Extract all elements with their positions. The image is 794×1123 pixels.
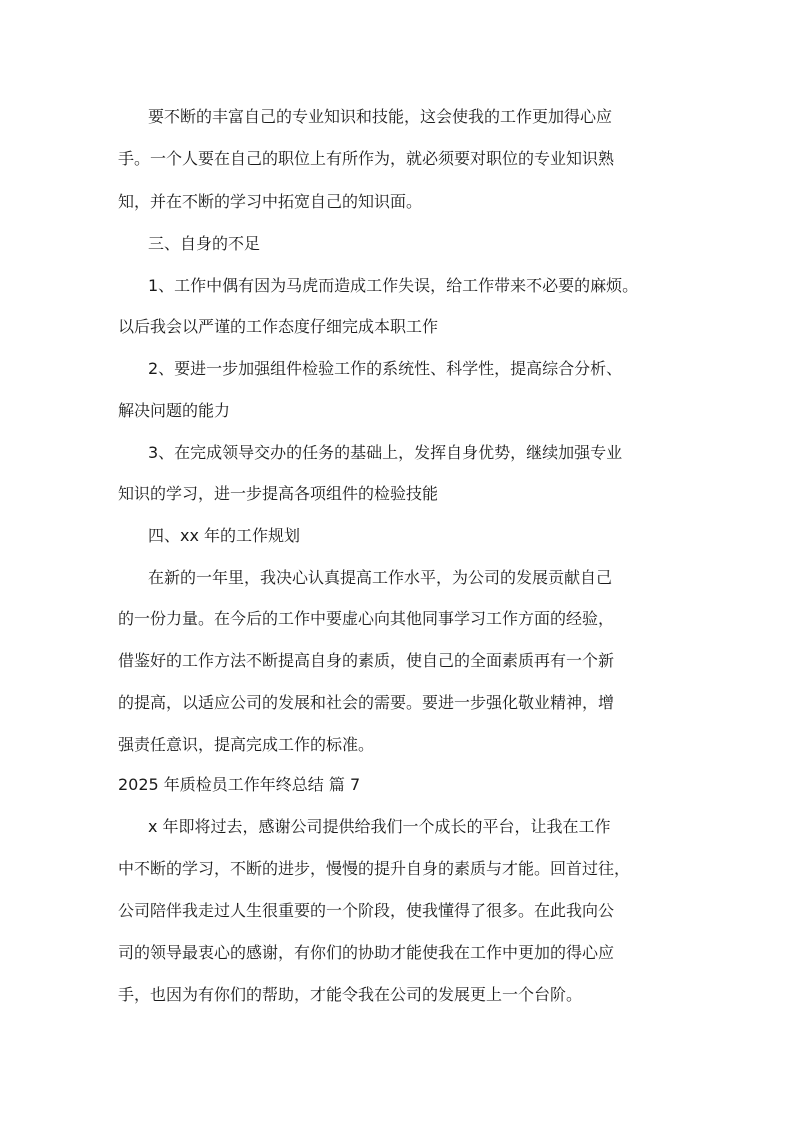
paragraph-line: 的一份力量。在今后的工作中要虚心向其他同事学习工作方面的经验， — [118, 609, 615, 628]
paragraph-line: 的提高，以适应公司的发展和社会的需要。要进一步强化敬业精神，增 — [118, 693, 615, 712]
section-heading: 三、自身的不足 — [148, 234, 261, 253]
article-title: 2025 年质检员工作年终总结 篇 7 — [118, 775, 361, 794]
paragraph-line: x 年即将过去，感谢公司提供给我们一个成长的平台，让我在工作 — [148, 817, 611, 836]
section-heading: 四、xx 年的工作规划 — [148, 526, 301, 545]
list-item-line: 解决问题的能力 — [118, 401, 231, 420]
list-item-line: 1、工作中偶有因为马虎而造成工作失误，给工作带来不必要的麻烦。 — [148, 276, 639, 295]
list-item-line: 以后我会以严谨的工作态度仔细完成本职工作 — [118, 317, 439, 336]
paragraph-line: 手，也因为有你们的帮助，才能令我在公司的发展更上一个台阶。 — [118, 985, 583, 1004]
paragraph-line: 知，并在不断的学习中拓宽自己的知识面。 — [118, 192, 423, 211]
paragraph-line: 司的领导最衷心的感谢，有你们的协助才能使我在工作中更加的得心应 — [118, 943, 615, 962]
paragraph-line: 公司陪伴我走过人生很重要的一个阶段，使我懂得了很多。在此我向公 — [118, 901, 615, 920]
paragraph-line: 强责任意识，提高完成工作的标准。 — [118, 735, 375, 754]
paragraph-line: 手。一个人要在自己的职位上有所作为，就必须要对职位的专业知识熟 — [118, 149, 615, 168]
paragraph-line: 在新的一年里，我决心认真提高工作水平，为公司的发展贡献自己 — [148, 568, 613, 587]
list-item-line: 3、在完成领导交办的任务的基础上，发挥自身优势，继续加强专业 — [148, 443, 623, 462]
paragraph-line: 借鉴好的工作方法不断提高自身的素质，使自己的全面素质再有一个新 — [118, 651, 615, 670]
paragraph-line: 要不断的丰富自己的专业知识和技能，这会使我的工作更加得心应 — [148, 107, 613, 126]
list-item-line: 2、要进一步加强组件检验工作的系统性、科学性，提高综合分析、 — [148, 359, 623, 378]
list-item-line: 知识的学习，进一步提高各项组件的检验技能 — [118, 484, 439, 503]
paragraph-line: 中不断的学习，不断的进步，慢慢的提升自身的素质与才能。回首过往， — [118, 859, 631, 878]
